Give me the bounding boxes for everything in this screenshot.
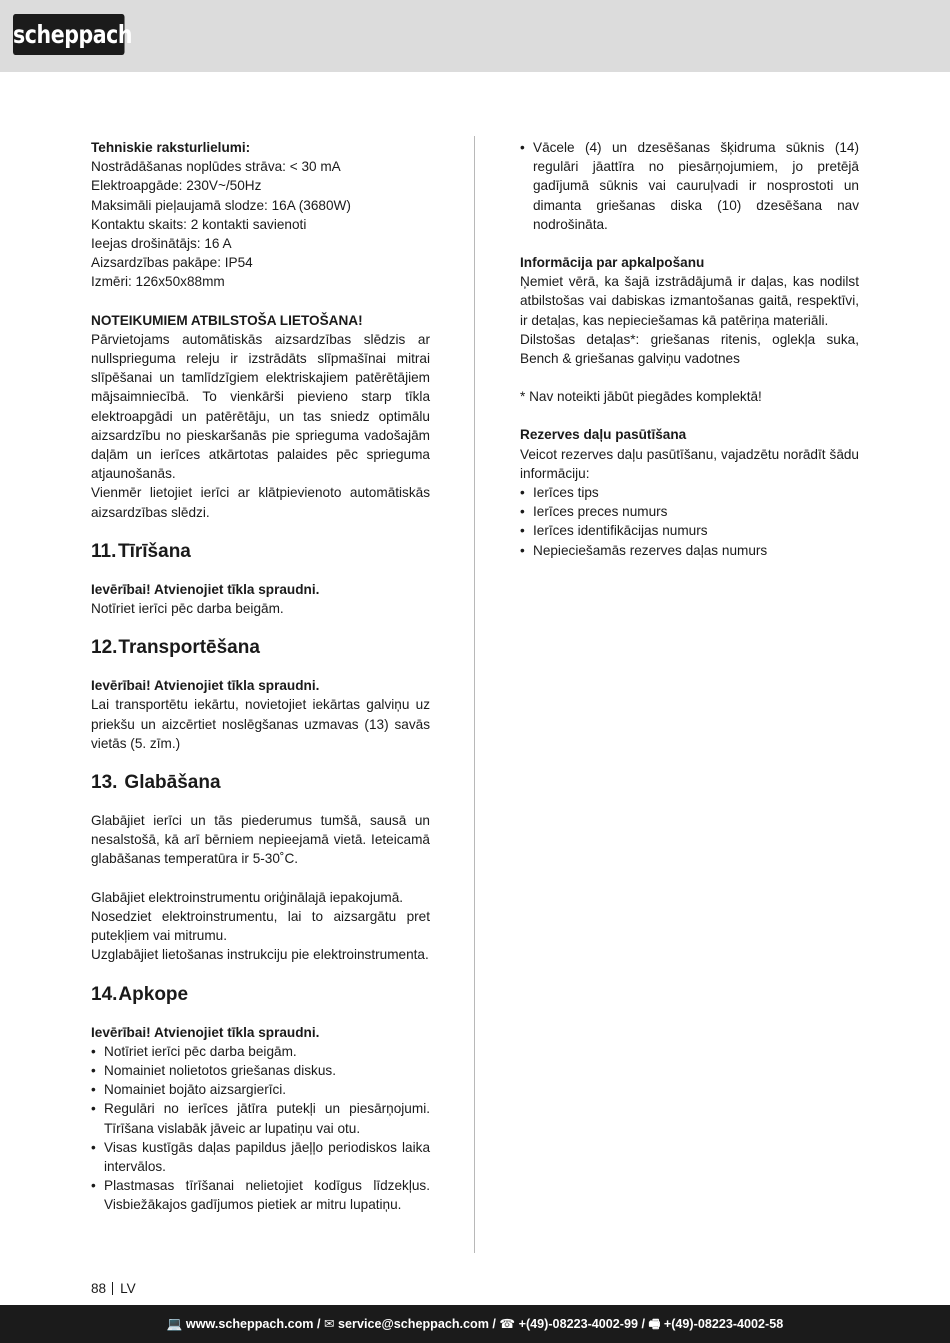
- left-column: [91, 138, 430, 1215]
- usage-text-2: Vienmēr lietojiet ierīci ar klātpievienoto automātiskās aizsardzības slēdzi.: [91, 485, 430, 520]
- spec-line: Kontaktu skaits: 2 kontakti savienoti: [91, 216, 307, 232]
- section-14-heading: 14.Apkope: [91, 983, 189, 1005]
- usage-text: Pārvietojams automātiskās aizsardzības slēdzis ar nullsprieguma releju ir izstrādāts slīpmašīnai mitrai slīpēšanai un tamlīdzīgiem elektriskajiem patērētājiem mājsaimniecībā. To vienkārši pievieno starp tīkla elektroapgādi un patērētāju, un tas sniedz optimālu aizsardzību no pieskaršanās pie sprieguma vadošajām daļām un ierīces atkārtotas palaides pēc sprieguma atjaunošanās.: [91, 331, 430, 482]
- list-item: • Ierīces preces numurs: [520, 502, 859, 521]
- list-item: • Nepieciešamās rezerves daļas numurs: [520, 541, 859, 560]
- section-13-p1: Glabājiet ierīci un tās piederumus tumšā, sausā un nesalstošā, kā arī bērniem nepieejamā vietā. Ieteicamā glabāšanas temperatūra ir 5-30˚C.: [91, 813, 430, 867]
- section-12-text: Lai transportētu iekārtu, novietojiet iekārtas galviņu uz priekšu un aizcērtiet noslēgšanas uzmavas (13) savās vietās (5. zīm.): [91, 697, 430, 751]
- section-12-warning: Ievērībai! Atvienojiet tīkla spraudni.: [91, 678, 320, 694]
- list-item: • Ierīces identifikācijas numurs: [520, 521, 859, 540]
- section-13-p3: Nosedziet elektroinstrumentu, lai to aizsargātu pret putekļiem vai mitrumu.: [91, 908, 430, 944]
- spec-line: Aizsardzības pakāpe: IP54: [91, 255, 253, 271]
- list-item: • Visas kustīgās daļas papildus jāeļļo periodiskos laika intervālos.: [91, 1138, 430, 1176]
- right-column: [520, 138, 859, 560]
- usage-heading: NOTEIKUMIEM ATBILSTOŠA LIETOŠANA!: [91, 312, 363, 328]
- spec-line: Maksimāli pieļaujamā slodze: 16A (3680W): [91, 197, 351, 213]
- section-13-p2: Glabājiet elektroinstrumentu oriģinālajā iepakojumā.: [91, 889, 404, 905]
- maintenance-list: [91, 1042, 430, 1215]
- section-13-p4: Uzglabājiet lietošanas instrukciju pie elektroinstrumenta.: [91, 947, 429, 963]
- service-text: Ņemiet vērā, ka šajā izstrādājumā ir daļas, kas nodilst atbilstošas vai dabiskas izmantošanas gaitā, respektīvi, ir detaļas, kas nepieciešamas kā patēriņa materiāli.: [520, 274, 859, 328]
- section-11-text: Notīriet ierīci pēc darba beigām.: [91, 601, 284, 617]
- column-divider: [474, 136, 475, 1253]
- footer-contact-bar: 💻 www.scheppach.com / ✉ service@scheppach.com / ☎ +(49)-08223-4002-99 / 🖷 +(49)-08223-4002-58: [0, 1305, 950, 1343]
- specs-list: [91, 157, 430, 291]
- section-14-warning: Ievērībai! Atvienojiet tīkla spraudni.: [91, 1024, 320, 1040]
- specs-heading: Tehniskie raksturlielumi:: [91, 140, 251, 155]
- header-band: [0, 0, 950, 72]
- list-item: • Plastmasas tīrīšanai nelietojiet kodīgus līdzekļus. Visbiežākajos gadījumos pietiek ar mitru lupatiņu.: [91, 1176, 430, 1214]
- section-12-heading: 12.Transportēšana: [91, 637, 260, 659]
- footnote: * Nav noteikti jābūt piegādes komplektā!: [520, 389, 762, 405]
- list-item: • Nomainiet bojāto aizsargierīci.: [91, 1080, 430, 1099]
- service-text-2: Dilstošas detaļas*: griešanas ritenis, oglekļa suka, Bench & griešanas galviņu vadotnes: [520, 331, 859, 367]
- scheppach-logo: scheppach: [13, 14, 125, 55]
- section-11-warning: Ievērībai! Atvienojiet tīkla spraudni.: [91, 581, 320, 597]
- parts-heading: Rezerves daļu pasūtīšana: [520, 427, 687, 443]
- list-item: • Nomainiet nolietotos griešanas diskus.: [91, 1061, 430, 1080]
- list-item: • Vācele (4) un dzesēšanas šķidruma sūknis (14) regulāri jāattīra no piesārņojumiem, jo pretējā gadījumā sūknis vai cauruļvadi ir nosprostoti un dimanta griešanas diska (10) dzesēšana nav nodrošināta.: [520, 138, 859, 234]
- section-11-heading: 11.Tīrīšana: [91, 540, 191, 562]
- list-item: • Ierīces tips: [520, 483, 859, 502]
- section-13-heading: 13. Glabāšana: [91, 772, 221, 794]
- list-item: • Regulāri no ierīces jātīra putekļi un piesārņojumi. Tīrīšana vislabāk jāveic ar lupatiņu vai otu.: [91, 1099, 430, 1137]
- parts-list: [520, 483, 859, 560]
- spec-line: Nostrādāšanas noplūdes strāva: < 30 mA: [91, 159, 341, 175]
- list-item: • Notīriet ierīci pēc darba beigām.: [91, 1042, 430, 1061]
- parts-text: Veicot rezerves daļu pasūtīšanu, vajadzētu norādīt šādu informāciju:: [520, 446, 859, 481]
- spec-line: Elektroapgāde: 230V~/50Hz: [91, 178, 262, 194]
- service-heading: Informācija par apkalpošanu: [520, 255, 705, 271]
- page-number: 88 LV: [91, 1281, 136, 1296]
- spec-line: Izmēri: 126x50x88mm: [91, 274, 225, 290]
- spec-line: Ieejas drošinātājs: 16 A: [91, 236, 232, 252]
